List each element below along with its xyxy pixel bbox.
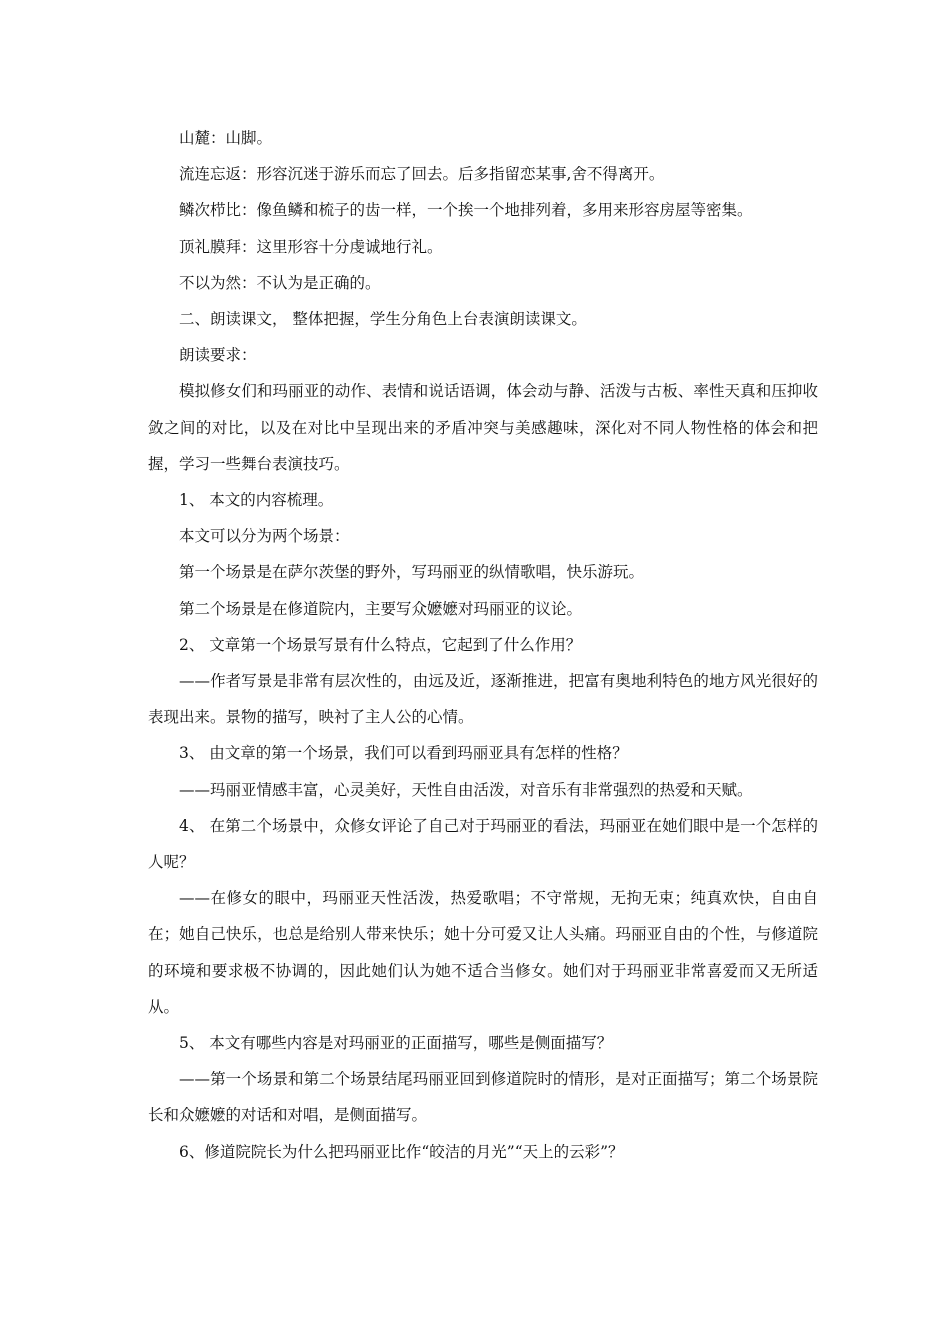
paragraph-reading-requirements: 模拟修女们和玛丽亚的动作、表情和说话语调，体会动与静、活泼与古板、率性天真和压抑收敛之间的对比，以及在对比中呈现出来的矛盾冲突与美感趣味，深化对不同人物性格的体会和把握，学习一些舞台表演技巧。 <box>148 382 818 473</box>
document-body <box>148 120 818 1170</box>
question-6: 6、修道院院长为什么把玛丽亚比作“皎洁的月光”“天上的云彩”？ <box>179 1142 624 1161</box>
paragraph-scene-1: 第一个场景是在萨尔茨堡的野外，写玛丽亚的纵情歌唱，快乐游玩。 <box>179 563 645 582</box>
question-4: 4、 在第二个场景中，众修女评论了自己对于玛丽亚的看法，玛丽亚在她们眼中是一个怎样的人呢？ <box>148 816 818 872</box>
answer-2: ——作者写景是非常有层次性的，由远及近，逐渐推进，把富有奥地利特色的地方风光很好的表现出来。景物的描写，映衬了主人公的心情。 <box>148 672 818 727</box>
answer-5: ——第一个场景和第二个场景结尾玛丽亚回到修道院时的情形，是对正面描写；第二个场景院长和众嬷嬷的对话和对唱，是侧面描写。 <box>148 1070 818 1125</box>
paragraph-scene-2: 第二个场景是在修道院内，主要写众嬷嬷对玛丽亚的议论。 <box>179 599 583 618</box>
question-5: 5、 本文有哪些内容是对玛丽亚的正面描写，哪些是侧面描写？ <box>179 1034 613 1053</box>
paragraph-scenes-intro: 本文可以分为两个场景： <box>179 527 350 546</box>
section-heading-reading: 二、朗读课文， 整体把握，学生分角色上台表演朗读课文。 <box>179 310 587 329</box>
paragraph-reading-requirements-label: 朗读要求： <box>179 346 257 365</box>
paragraph-glossary-dingli: 顶礼膜拜：这里形容十分虔诚地行礼。 <box>179 237 443 256</box>
answer-4: ——在修女的眼中，玛丽亚天性活泼，热爱歌唱；不守常规，无拘无束；纯真欢快，自由自在；她自己快乐，也总是给别人带来快乐；她十分可爱又让人头痛。玛丽亚自由的个性，与修道院的环境和要求极不协调的，因此她们认为她不适合当修女。她们对于玛丽亚非常喜爱而又无所适从。 <box>148 889 818 1016</box>
question-2: 2、 文章第一个场景写景有什么特点，它起到了什么作用？ <box>179 635 582 654</box>
answer-3: ——玛丽亚情感丰富，心灵美好，天性自由活泼，对音乐有非常强烈的热爱和天赋。 <box>179 780 753 799</box>
paragraph-glossary-shanlu: 山麓：山脚。 <box>179 129 273 147</box>
question-1: 1、 本文的内容梳理。 <box>179 491 334 510</box>
paragraph-glossary-buyiweiran: 不以为然：不认为是正确的。 <box>179 273 381 292</box>
question-3: 3、 由文章的第一个场景，我们可以看到玛丽亚具有怎样的性格？ <box>179 744 628 763</box>
paragraph-glossary-linci: 鳞次栉比：像鱼鳞和梳子的齿一样，一个挨一个地排列着，多用来形容房屋等密集。 <box>179 201 753 220</box>
paragraph-glossary-liulian: 流连忘返：形容沉迷于游乐而忘了回去。后多指留恋某事,舍不得离开。 <box>179 165 665 184</box>
